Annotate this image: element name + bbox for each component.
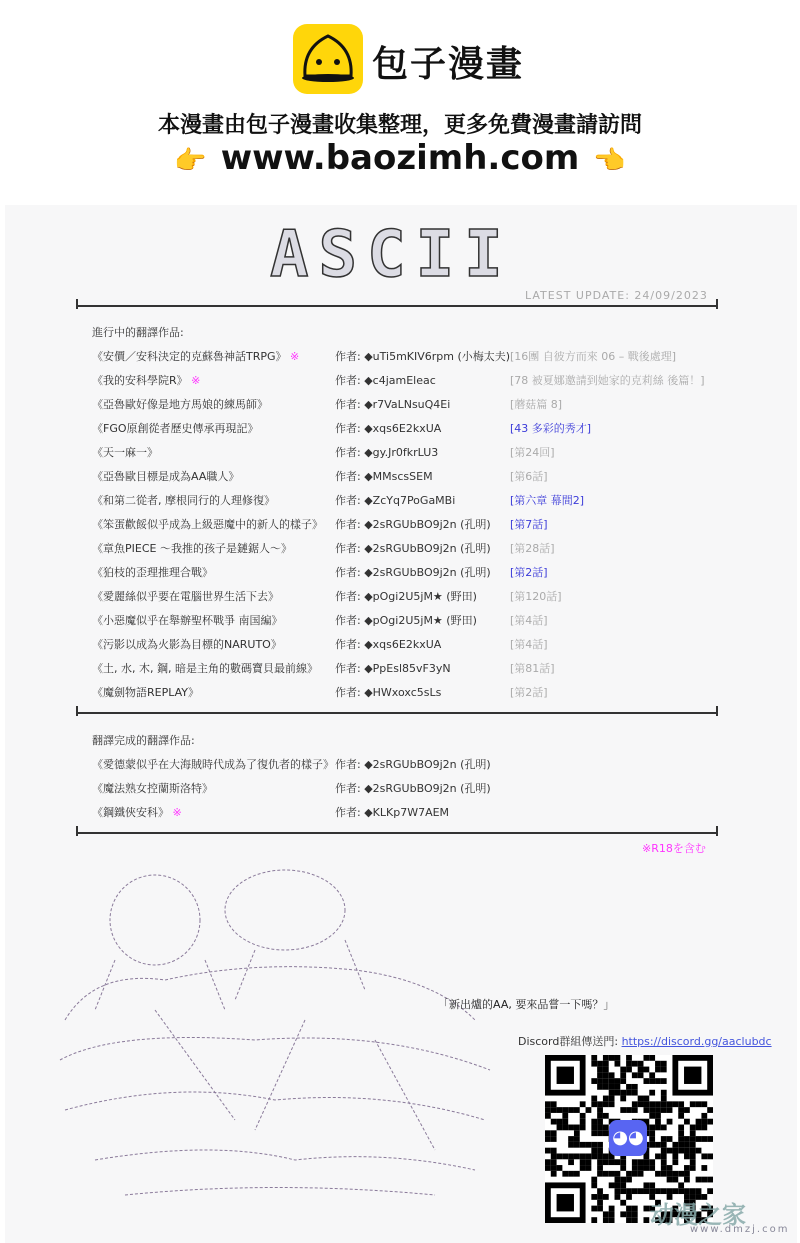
- work-title[interactable]: [92, 612, 283, 628]
- work-author: 作者: ◆2sRGUbBO9j2n (孔明): [335, 542, 491, 555]
- work-row: [92, 804, 722, 824]
- work-title[interactable]: [92, 516, 323, 532]
- work-title-text: 《和第二從者, 摩根同行的人理修復》: [92, 494, 275, 507]
- work-row: [92, 348, 722, 368]
- work-title[interactable]: [92, 396, 268, 412]
- site-url-row: [0, 138, 800, 178]
- work-row: [92, 468, 722, 488]
- discord-label: Discord群組傳送門:: [518, 1035, 622, 1048]
- ongoing-heading: 進行中的翻譯作品:: [92, 326, 184, 339]
- work-title-text: 《土, 水, 木, 鋼, 暗是主角的數碼寶貝最前線》: [92, 662, 318, 675]
- work-row: [92, 612, 722, 632]
- latest-chapter-link[interactable]: [第7話]: [510, 518, 548, 531]
- r18-mark: ※: [172, 806, 182, 819]
- work-title-text: 《亞魯歐目標是成為AA職人》: [92, 470, 240, 483]
- work-author: 作者: ◆pOgi2U5jM★ (野田): [335, 614, 477, 627]
- work-title[interactable]: [92, 804, 182, 820]
- work-title-text: 《天一麻一》: [92, 446, 158, 459]
- latest-chapter-link[interactable]: [第2話]: [510, 686, 548, 699]
- work-row: [92, 492, 722, 512]
- latest-chapter-link[interactable]: [43 多彩的秀才]: [510, 422, 592, 435]
- work-row: [92, 684, 722, 704]
- work-row: [92, 660, 722, 680]
- work-title[interactable]: [92, 372, 200, 388]
- latest-update: LATEST UPDATE: 24/09/2023: [525, 289, 708, 302]
- work-title-text: 《鋼鐵俠安科》: [92, 806, 169, 819]
- latest-chapter-link[interactable]: [第4話]: [510, 614, 548, 627]
- work-row: [92, 636, 722, 656]
- work-row: [92, 564, 722, 584]
- work-author: 作者: ◆2sRGUbBO9j2n (孔明): [335, 566, 491, 579]
- divider: [76, 305, 718, 307]
- work-title[interactable]: [92, 492, 275, 508]
- work-author: 作者: ◆c4jamEleac: [335, 374, 436, 387]
- baozi-logo: [293, 24, 363, 94]
- discord-line: [518, 1033, 772, 1049]
- work-title-text: 《小惡魔似乎在舉辦聖杯戰爭 南国編》: [92, 614, 283, 627]
- latest-chapter-link[interactable]: [第24回]: [510, 446, 555, 459]
- latest-chapter-link[interactable]: [第28話]: [510, 542, 555, 555]
- work-row: [92, 756, 722, 776]
- work-title-text: 《笨蛋歡餒似乎成為上級惡魔中的新人的樣子》: [92, 518, 323, 531]
- divider: [76, 832, 718, 834]
- work-row: [92, 516, 722, 536]
- work-author: 作者: ◆2sRGUbBO9j2n (孔明): [335, 782, 491, 795]
- discord-link[interactable]: https://discord.gg/aaclubdc: [621, 1035, 772, 1048]
- work-author: 作者: ◆ZcYq7PoGaMBi: [335, 494, 456, 507]
- r18-note: ※R18を含む: [642, 842, 706, 855]
- latest-chapter-link[interactable]: [第六章 幕間2]: [510, 494, 585, 507]
- latest-chapter-link[interactable]: [第81話]: [510, 662, 555, 675]
- work-title[interactable]: [92, 420, 259, 436]
- work-title-text: 《亞魯歐好像是地方馬娘的練馬師》: [92, 398, 268, 411]
- work-title[interactable]: [92, 444, 158, 460]
- latest-chapter-link[interactable]: [第120話]: [510, 590, 562, 603]
- work-author: 作者: ◆MMscsSEM: [335, 470, 433, 483]
- work-row: [92, 588, 722, 608]
- work-row: [92, 396, 722, 416]
- latest-chapter-link[interactable]: [16團 自彼方而來 06 – 戰後處理]: [510, 350, 677, 363]
- ascii-title: ASCII: [270, 218, 513, 292]
- watermark-url: www.dmzj.com: [690, 1224, 790, 1235]
- work-title[interactable]: [92, 564, 213, 580]
- work-author: 作者: ◆2sRGUbBO9j2n (孔明): [335, 758, 491, 771]
- work-title[interactable]: [92, 660, 318, 676]
- quote-text: 「新出爐的AA, 要來品嘗一下嗎？」: [438, 998, 615, 1011]
- work-row: [92, 372, 722, 392]
- work-author: 作者: ◆PpEsl85vF3yN: [335, 662, 451, 675]
- work-title[interactable]: [92, 684, 199, 700]
- work-author: 作者: ◆xqs6E2kxUA: [335, 638, 442, 651]
- r18-mark: ※: [191, 374, 201, 387]
- site-url-link[interactable]: www.baozimh.com: [220, 138, 580, 178]
- work-title-text: 《魔劍物語REPLAY》: [92, 686, 199, 699]
- watermark-logo: 动漫之家: [650, 1201, 746, 1229]
- bun-icon: [293, 24, 363, 94]
- work-title[interactable]: [92, 636, 282, 652]
- work-row: [92, 780, 722, 800]
- r18-mark: ※: [290, 350, 300, 363]
- work-row: [92, 444, 722, 464]
- work-title-text: 《愛德蒙似乎在大海賊時代成為了復仇者的樣子》: [92, 758, 334, 771]
- work-title-text: 《安價／安科決定的克蘇魯神話TRPG》: [92, 350, 287, 363]
- work-title-text: 《狛枝的歪理推理合戰》: [92, 566, 213, 579]
- work-title-text: 《魔法熟女控蘭斯洛特》: [92, 782, 213, 795]
- discord-icon: ◕◕: [609, 1120, 647, 1156]
- work-title-text: 《FGO原創從者歷史傳承再現記》: [92, 422, 259, 435]
- work-author: 作者: ◆xqs6E2kxUA: [335, 422, 442, 435]
- work-title[interactable]: [92, 348, 299, 364]
- work-author: 作者: ◆r7VaLNsuQ4Ei: [335, 398, 451, 411]
- pointing-left-icon: 👈: [593, 146, 626, 176]
- work-title[interactable]: [92, 468, 239, 484]
- work-author: 作者: ◆2sRGUbBO9j2n (孔明): [335, 518, 491, 531]
- ascii-art-illustration: [55, 860, 495, 1205]
- latest-chapter-link[interactable]: [第2話]: [510, 566, 548, 579]
- work-author: 作者: ◆pOgi2U5jM★ (野田): [335, 590, 477, 603]
- latest-chapter-link[interactable]: [第4話]: [510, 638, 548, 651]
- promo-text: 本漫畫由包子漫畫收集整理，更多免費漫畫請訪問: [157, 113, 642, 138]
- brand-name: 包子漫畫: [372, 44, 525, 85]
- latest-chapter-link[interactable]: [78 被夏娜邀請到她家的克莉絲 後篇！]: [510, 374, 705, 387]
- work-author: 作者: ◆HWxoxc5sLs: [335, 686, 442, 699]
- divider: [76, 712, 718, 714]
- work-title[interactable]: [92, 540, 292, 556]
- work-row: [92, 540, 722, 560]
- latest-chapter-link[interactable]: [蘑菇篇 8]: [510, 398, 563, 411]
- work-title-text: 《愛麗絲似乎要在電腦世界生活下去》: [92, 590, 279, 603]
- work-author: 作者: ◆KLKp7W7AEM: [335, 806, 450, 819]
- work-title[interactable]: [92, 780, 213, 796]
- work-title-text: 《污影以成為火影為目標的NARUTO》: [92, 638, 282, 651]
- work-title-text: 《章魚PIECE ～我推的孩子是鏈鋸人～》: [92, 542, 292, 555]
- work-row: [92, 420, 722, 440]
- latest-chapter-link[interactable]: [第6話]: [510, 470, 548, 483]
- work-title-text: 《我的安科學院R》: [92, 374, 188, 387]
- work-title[interactable]: [92, 588, 279, 604]
- pointing-right-icon: 👉: [174, 146, 207, 176]
- work-title[interactable]: [92, 756, 334, 772]
- work-author: 作者: ◆gy.Jr0fkrLU3: [335, 446, 439, 459]
- work-author: 作者: ◆uTi5mKIV6rpm (小梅太夫): [335, 350, 511, 363]
- completed-heading: 翻譯完成的翻譯作品:: [92, 734, 195, 747]
